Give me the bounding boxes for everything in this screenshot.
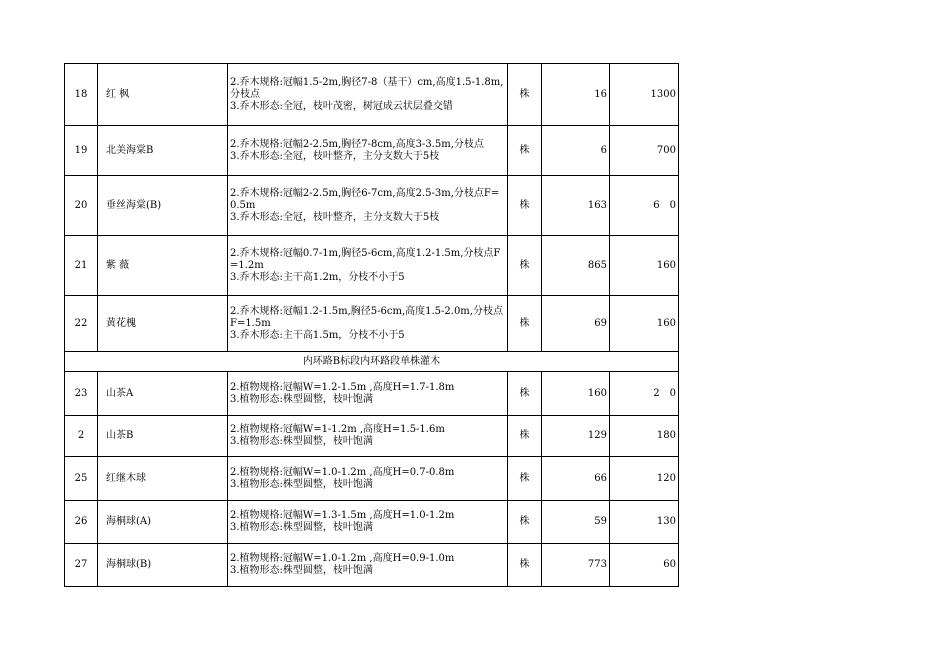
quantity-cell: 16 — [542, 64, 610, 126]
item-number-cell: 18 — [65, 64, 98, 126]
spec-line: 2.植物规格:冠幅W=1.0-1.2m ,高度H=0.7-0.8m — [230, 466, 455, 478]
spec-line: 2.乔木规格:冠幅2-2.5m,胸径7-8cm,高度3-3.5m,分枝点 — [230, 138, 484, 150]
specification-cell — [228, 416, 508, 457]
unit-cell: 株 — [508, 126, 542, 176]
table-row — [65, 372, 679, 416]
item-number-cell: 25 — [65, 457, 98, 501]
spec-line: 3.植物形态:株型圆整，枝叶饱满 — [230, 393, 373, 405]
plant-name-cell: 海桐球(A) — [98, 501, 228, 544]
spreadsheet-page — [64, 63, 678, 587]
unit-price-cell: 700 — [610, 126, 679, 176]
unit-price-cell: 160 — [610, 296, 679, 352]
section-row — [65, 352, 679, 372]
plant-name-cell: 海桐球(B) — [98, 544, 228, 587]
table-section-header — [65, 352, 679, 372]
unit-price-cell: 2 0 — [610, 372, 679, 416]
plant-name-cell: 红 枫 — [98, 64, 228, 126]
unit-cell: 株 — [508, 544, 542, 587]
unit-price-cell: 1300 — [610, 64, 679, 126]
spec-line: 3.植物形态:株型圆整，枝叶饱满 — [230, 478, 373, 490]
item-number-cell: 20 — [65, 176, 98, 236]
specification-cell — [228, 64, 508, 126]
quantity-cell: 69 — [542, 296, 610, 352]
table-row — [65, 501, 679, 544]
unit-price-cell: 130 — [610, 501, 679, 544]
specification-cell — [228, 457, 508, 501]
spec-line: 3.植物形态:株型圆整，枝叶饱满 — [230, 522, 373, 533]
unit-cell: 株 — [508, 64, 542, 126]
unit-cell: 株 — [508, 296, 542, 352]
item-number-cell: 19 — [65, 126, 98, 176]
item-number-cell: 23 — [65, 372, 98, 416]
table-row — [65, 457, 679, 501]
spec-line: 3.乔木形态:主干高1.2m，分枝不小于5 — [230, 271, 405, 283]
unit-cell: 株 — [508, 501, 542, 544]
unit-price-cell: 120 — [610, 457, 679, 501]
spec-line: 2.乔木规格:冠幅2-2.5m,胸径6-7cm,高度2.5-3m,分枝点F=0.5m — [230, 187, 500, 211]
unit-cell: 株 — [508, 236, 542, 296]
quantity-cell: 6 — [542, 126, 610, 176]
item-number-cell: 2 — [65, 416, 98, 457]
table-row — [65, 176, 679, 236]
quantity-cell: 160 — [542, 372, 610, 416]
quantity-cell: 66 — [542, 457, 610, 501]
spec-line: 2.乔木规格:冠幅1.2-1.5m,胸径5-6cm,高度1.5-2.0m,分枝点F=1.5m — [230, 305, 503, 329]
unit-cell: 株 — [508, 457, 542, 501]
specification-cell — [228, 372, 508, 416]
spec-line: 2.植物规格:冠幅W=1.3-1.5m ,高度H=1.0-1.2m — [230, 510, 455, 521]
specification-cell — [228, 544, 508, 587]
plant-name-cell: 山茶A — [98, 372, 228, 416]
spec-line: 2.植物规格:冠幅W=1.2-1.5m ,高度H=1.7-1.8m — [230, 381, 455, 393]
unit-cell: 株 — [508, 416, 542, 457]
unit-price-cell: 60 — [610, 544, 679, 587]
quantity-cell: 129 — [542, 416, 610, 457]
table-body-shrubs — [65, 372, 679, 587]
spec-line: 3.乔木形态:全冠，枝叶整齐，主分支数大于5枝 — [230, 150, 440, 162]
plant-name-cell: 北美海棠B — [98, 126, 228, 176]
table-row — [65, 64, 679, 126]
specification-cell — [228, 126, 508, 176]
plant-name-cell: 紫 薇 — [98, 236, 228, 296]
specification-cell — [228, 236, 508, 296]
plant-name-cell: 垂丝海棠(B) — [98, 176, 228, 236]
table-row — [65, 416, 679, 457]
spec-line: 3.乔木形态:主干高1.5m，分枝不小于5 — [230, 329, 405, 341]
table-row — [65, 126, 679, 176]
spec-line: 2.植物规格:冠幅W=1.0-1.2m ,高度H=0.9-1.0m — [230, 553, 455, 564]
spec-line: 2.植物规格:冠幅W=1-1.2m ,高度H=1.5-1.6m — [230, 424, 445, 435]
plant-name-cell: 山茶B — [98, 416, 228, 457]
spec-line: 2.乔木规格:冠幅1.5-2m,胸径7-8（基干）cm,高度1.5-1.8m,分枝点 — [230, 76, 504, 100]
spec-line: 3.植物形态:株型圆整，枝叶饱满 — [230, 565, 373, 576]
specification-cell — [228, 501, 508, 544]
quantity-cell: 773 — [542, 544, 610, 587]
spec-line: 2.乔木规格:冠幅0.7-1m,胸径5-6cm,高度1.2-1.5m,分枝点F=1.2m — [230, 247, 501, 271]
plant-schedule-table — [64, 63, 679, 587]
item-number-cell: 22 — [65, 296, 98, 352]
spec-line: 3.乔木形态:全冠，枝叶整齐，主分支数大于5枝 — [230, 211, 440, 223]
item-number-cell: 26 — [65, 501, 98, 544]
table-body-trees — [65, 64, 679, 352]
table-row — [65, 296, 679, 352]
unit-price-cell: 180 — [610, 416, 679, 457]
table-row — [65, 236, 679, 296]
item-number-cell: 21 — [65, 236, 98, 296]
quantity-cell: 59 — [542, 501, 610, 544]
unit-cell: 株 — [508, 372, 542, 416]
unit-price-cell: 160 — [610, 236, 679, 296]
section-title: 内环路B标段内环路段单株灌木 — [65, 352, 679, 372]
specification-cell — [228, 176, 508, 236]
item-number-cell: 27 — [65, 544, 98, 587]
unit-cell: 株 — [508, 176, 542, 236]
plant-name-cell: 红继木球 — [98, 457, 228, 501]
specification-cell — [228, 296, 508, 352]
quantity-cell: 163 — [542, 176, 610, 236]
spec-line: 3.乔木形态:全冠，枝叶茂密，树冠成云状层叠交错 — [230, 100, 453, 112]
table-row — [65, 544, 679, 587]
spec-line: 3.植物形态:株型圆整，枝叶饱满 — [230, 436, 373, 447]
unit-price-cell: 6 0 — [610, 176, 679, 236]
plant-name-cell: 黄花槐 — [98, 296, 228, 352]
quantity-cell: 865 — [542, 236, 610, 296]
